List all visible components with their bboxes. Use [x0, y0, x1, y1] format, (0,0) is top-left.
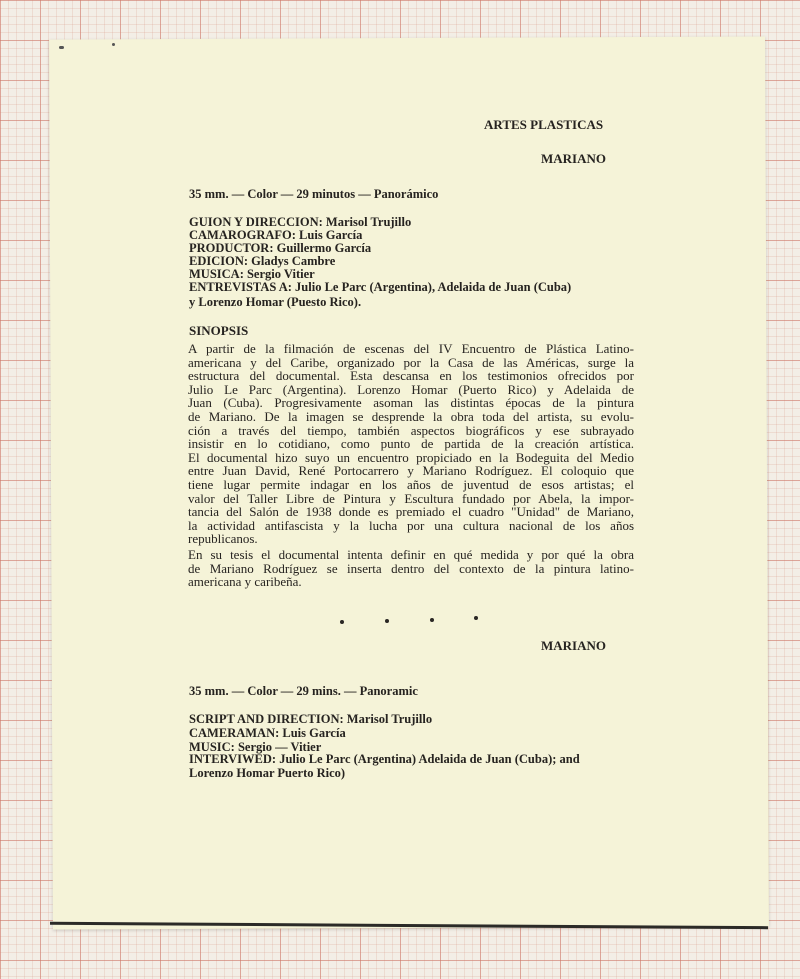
film-title: MARIANO [541, 151, 606, 166]
film-title-english: MARIANO [541, 638, 606, 653]
credit-line: y Lorenzo Homar (Puesto Rico). [189, 295, 362, 309]
synopsis-line: americana y caribeña. [188, 574, 302, 590]
synopsis-line: valor del Taller Libre de Pintura y Escultura fundado por Abela, la impor- [188, 490, 634, 506]
synopsis-line: tiene lugar permite indagar en los años de juventud de esos artistas; el [188, 476, 634, 492]
credit-line: CAMERAMAN: Luis García [189, 726, 346, 740]
synopsis-line: A partir de la filmación de escenas del IV Encuentro de Plástica Latino- [188, 341, 634, 356]
synopsis-line: la actividad antifascista y la lucha por una cultura nacional de los años [188, 517, 634, 533]
separator-dot [385, 619, 389, 623]
synopsis-line: En su tesis el documental intenta definir en qué medida y por qué la obra [188, 547, 634, 562]
synopsis-line: Julio Le Parc (Argentina). Lorenzo Homar (Puerto Rico) y Adelaida de [188, 381, 634, 397]
section-title: ARTES PLASTICAS [484, 117, 604, 132]
credit-line: SCRIPT AND DIRECTION: Marisol Trujillo [189, 712, 433, 726]
credit-line: CAMAROGRAFO: Luis García [189, 228, 363, 242]
synopsis-heading: SINOPSIS [189, 323, 249, 338]
synopsis-line: estructura del documental. Esta descansa en los testimonios ofrecidos por [188, 368, 634, 384]
synopsis-paragraph [188, 342, 634, 546]
paper-speck [112, 43, 115, 46]
synopsis-line: entre Juan David, René Portocarrero y Mariano Rodríguez. El coloquio que [188, 463, 634, 479]
credit-line: MUSICA: Sergio Vitier [189, 267, 315, 281]
credit-line: GUION Y DIRECCION: Marisol Trujillo [189, 215, 412, 229]
separator-dot [430, 618, 434, 622]
synopsis-line: ción a través del tiempo, también aspectos biográficos y ese subrayado [188, 422, 634, 438]
credit-line: ENTREVISTAS A: Julio Le Parc (Argentina), Adelaida de Juan (Cuba) [189, 280, 572, 294]
synopsis-line: El documental hizo suyo un encuentro propiciado en la Bodeguita del Medio [188, 449, 634, 465]
technical-specs: 35 mm. — Color — 29 minutos — Panorámico [189, 187, 439, 201]
technical-specs-english: 35 mm. — Color — 29 mins. — Panoramic [189, 684, 418, 698]
separator-dot [474, 616, 478, 620]
synopsis-line: de Mariano. De la imagen se desprende la obra toda del artista, su evolu- [188, 408, 634, 424]
credit-line: MUSIC: Sergio — Vitier [189, 740, 322, 754]
synopsis-line: insistir en lo cotidiano, como punto de partida de la creación artística. [188, 436, 634, 452]
synopsis-line: republicanos. [188, 531, 258, 547]
credit-line: PRODUCTOR: Guillermo García [189, 241, 372, 255]
credit-line: Lorenzo Homar Puerto Rico) [189, 766, 346, 780]
credit-line: INTERVIWED: Julio Le Parc (Argentina) Adelaida de Juan (Cuba); and [189, 752, 580, 766]
synopsis-thesis-paragraph [188, 548, 634, 589]
credit-line: EDICION: Gladys Cambre [189, 254, 336, 268]
paper-speck [59, 46, 64, 49]
separator-dot [340, 620, 344, 624]
synopsis-line: tancia del Salón de 1938 donde es premiado el cuadro "Unidad" de Mariano, [188, 504, 634, 520]
synopsis-line: Juan (Cuba). Progresivamente asoman las distintas épocas de la pintura [188, 395, 634, 411]
synopsis-line: americana y del Caribe, organizado por la Casa de las Américas, surge la [188, 354, 634, 370]
synopsis-line: de Mariano Rodríguez se inserta dentro del contexto de la pintura latino- [188, 560, 634, 576]
